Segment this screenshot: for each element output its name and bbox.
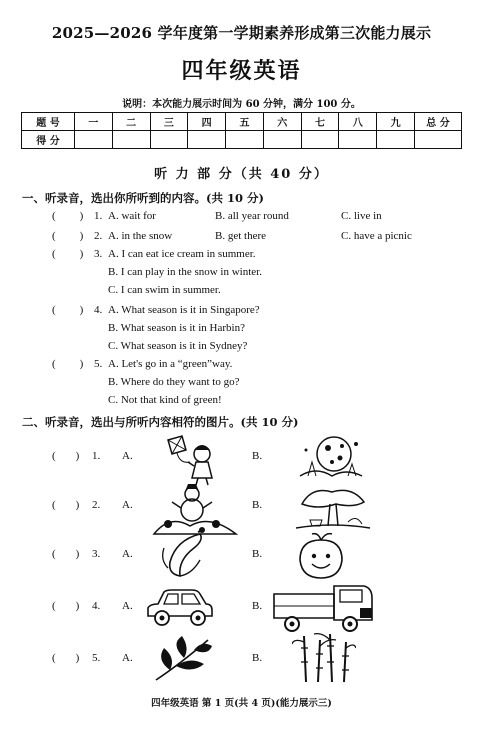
subject-title: 四年级英语 [181, 58, 302, 84]
q2-option-a: A. in the snow [108, 230, 173, 242]
part1-title: 一、听录音，选出你所听到的内容。(共 10 分) [22, 191, 264, 205]
q2-option-c: C. have a picnic [341, 230, 412, 242]
snowy-scene-icon [298, 432, 364, 486]
score-cell: 一 [75, 113, 113, 131]
answer-paren[interactable]: ( ) [52, 499, 80, 511]
answer-paren[interactable]: ( ) [52, 304, 84, 316]
p2-q1-a-label: A. [122, 450, 133, 462]
score-cell: 总 分 [415, 113, 462, 131]
p2-q3-b-label: B. [252, 548, 263, 560]
q1-option-c: C. live in [341, 210, 382, 222]
score-input-cell[interactable] [75, 131, 113, 149]
exam-title: 2025—2026 学年度第一学期素养形成第三次能力展示 [51, 24, 432, 42]
score-cell: 六 [263, 113, 301, 131]
score-input-cell[interactable] [112, 131, 150, 149]
answer-paren[interactable]: ( ) [52, 652, 80, 664]
p2-q4-number: 4. [92, 600, 101, 612]
q4-number: 4. [94, 304, 103, 316]
picnic-tree-icon [292, 484, 374, 536]
answer-paren[interactable]: ( ) [52, 548, 80, 560]
p2-q5-number: 5. [92, 652, 101, 664]
score-input-cell[interactable] [415, 131, 462, 149]
q2-option-b: B. get there [215, 230, 267, 242]
score-cell: 八 [339, 113, 377, 131]
q5-number: 5. [94, 358, 103, 370]
page-footer: 四年级英语 第 1 页(共 4 页)(能力展示三) [151, 698, 332, 709]
q4-option-b: B. What season is it in Harbin? [108, 322, 245, 334]
answer-paren[interactable]: ( ) [52, 210, 84, 222]
q1-option-a: A. wait for [108, 210, 156, 222]
q3-number: 3. [94, 248, 103, 260]
score-cell: 得 分 [22, 131, 75, 149]
q3-option-b: B. I can play in the snow in winter. [108, 266, 262, 278]
leaves-icon [150, 634, 214, 684]
p2-q3-number: 3. [92, 548, 101, 560]
score-input-cell[interactable] [188, 131, 226, 149]
smiling-fruit-icon [296, 530, 346, 580]
score-cell: 九 [377, 113, 415, 131]
q4-option-a: A. What season is it in Singapore? [108, 304, 260, 316]
q5-option-a: A. Let's go in a “green”way. [108, 358, 233, 370]
score-table-header-row [22, 113, 462, 131]
p2-q2-number: 2. [92, 499, 101, 511]
listening-heading: 听 力 部 分（共 40 分） [154, 167, 329, 182]
q2-number: 2. [94, 230, 103, 242]
q3-option-c: C. I can swim in summer. [108, 284, 221, 296]
score-input-cell[interactable] [377, 131, 415, 149]
p2-q1-b-label: B. [252, 450, 263, 462]
p2-q1-number: 1. [92, 450, 101, 462]
q5-option-b: B. Where do they want to go? [108, 376, 240, 388]
score-cell: 二 [112, 113, 150, 131]
score-input-cell[interactable] [339, 131, 377, 149]
q3-option-a: A. I can eat ice cream in summer. [108, 248, 256, 260]
score-table [21, 112, 462, 149]
answer-paren[interactable]: ( ) [52, 450, 80, 462]
banana-icon [156, 530, 212, 580]
q4-option-c: C. What season is it in Sydney? [108, 340, 248, 352]
answer-paren[interactable]: ( ) [52, 248, 84, 260]
truck-icon [272, 582, 376, 634]
score-cell: 五 [226, 113, 264, 131]
answer-paren[interactable]: ( ) [52, 230, 84, 242]
score-cell: 七 [301, 113, 339, 131]
part2-title: 二、听录音，选出与所听内容相符的图片。(共 10 分) [22, 415, 299, 429]
p2-q5-b-label: B. [252, 652, 263, 664]
p2-q3-a-label: A. [122, 548, 133, 560]
q1-option-b: B. all year round [215, 210, 289, 222]
kite-girl-icon [160, 434, 230, 486]
answer-paren[interactable]: ( ) [52, 358, 84, 370]
score-input-cell[interactable] [226, 131, 264, 149]
p2-q4-a-label: A. [122, 600, 133, 612]
score-input-cell[interactable] [150, 131, 188, 149]
p2-q5-a-label: A. [122, 652, 133, 664]
bamboo-icon [292, 632, 356, 684]
score-cell: 四 [188, 113, 226, 131]
q5-option-c: C. Not that kind of green! [108, 394, 222, 406]
p2-q2-a-label: A. [122, 499, 133, 511]
car-icon [144, 586, 216, 630]
snowman-icon [150, 484, 240, 536]
p2-q4-b-label: B. [252, 600, 263, 612]
answer-paren[interactable]: ( ) [52, 600, 80, 612]
score-table-score-row [22, 131, 462, 149]
exam-note: 说明：本次能力展示时间为 60 分钟，满分 100 分。 [122, 99, 361, 110]
score-cell: 三 [150, 113, 188, 131]
p2-q2-b-label: B. [252, 499, 263, 511]
score-cell: 题 号 [22, 113, 75, 131]
score-input-cell[interactable] [263, 131, 301, 149]
score-input-cell[interactable] [301, 131, 339, 149]
q1-number: 1. [94, 210, 103, 222]
